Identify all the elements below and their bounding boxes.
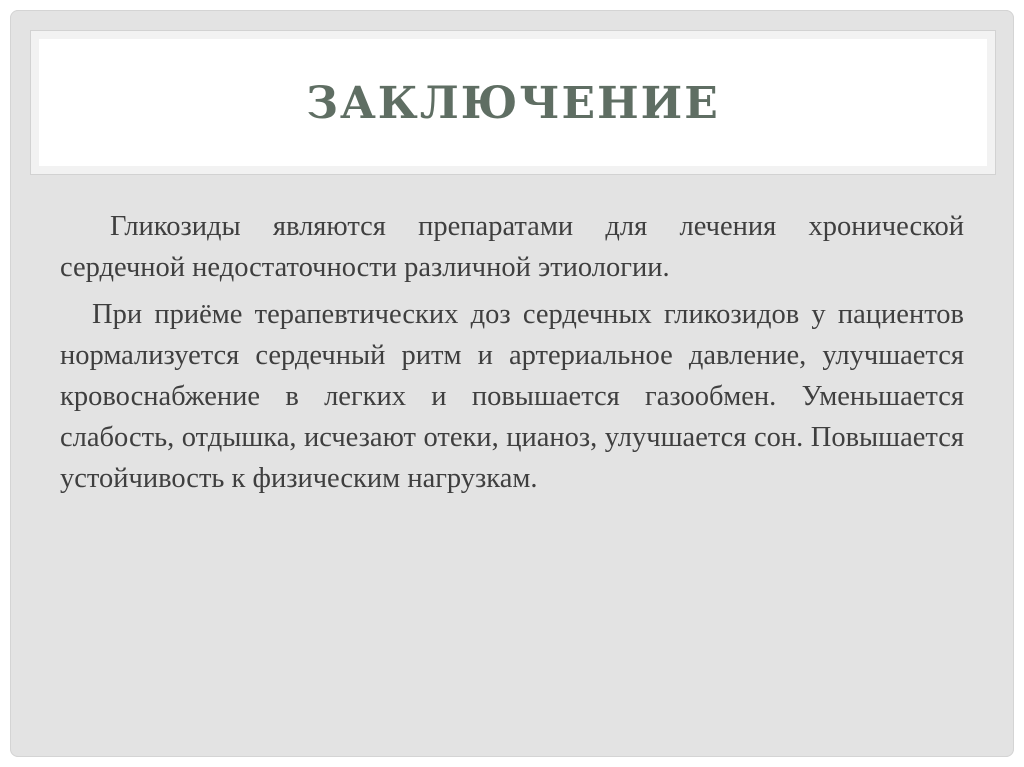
slide-title: ЗАКЛЮЧЕНИЕ [306,78,720,129]
slide [10,10,1014,757]
title-box [39,39,987,166]
slide-body [60,206,964,505]
paragraph-glycosides-effects: При приёме терапевтических доз сердечных гликозидов у пациентов нормализуется сердечный ритм и артериальное давление, улучшается кровоснабжение в легких и повышается газообмен. Уменьшается слабость, отдышка, исчезают отеки, цианоз, улучшается сон. Повышается устойчивость к физическим нагрузкам. [60,299,964,494]
paragraph-glycosides-purpose: Гликозиды являются препаратами для лечения хронической сердечной недостаточности различной этиологии. [60,211,964,283]
title-frame [30,30,996,175]
